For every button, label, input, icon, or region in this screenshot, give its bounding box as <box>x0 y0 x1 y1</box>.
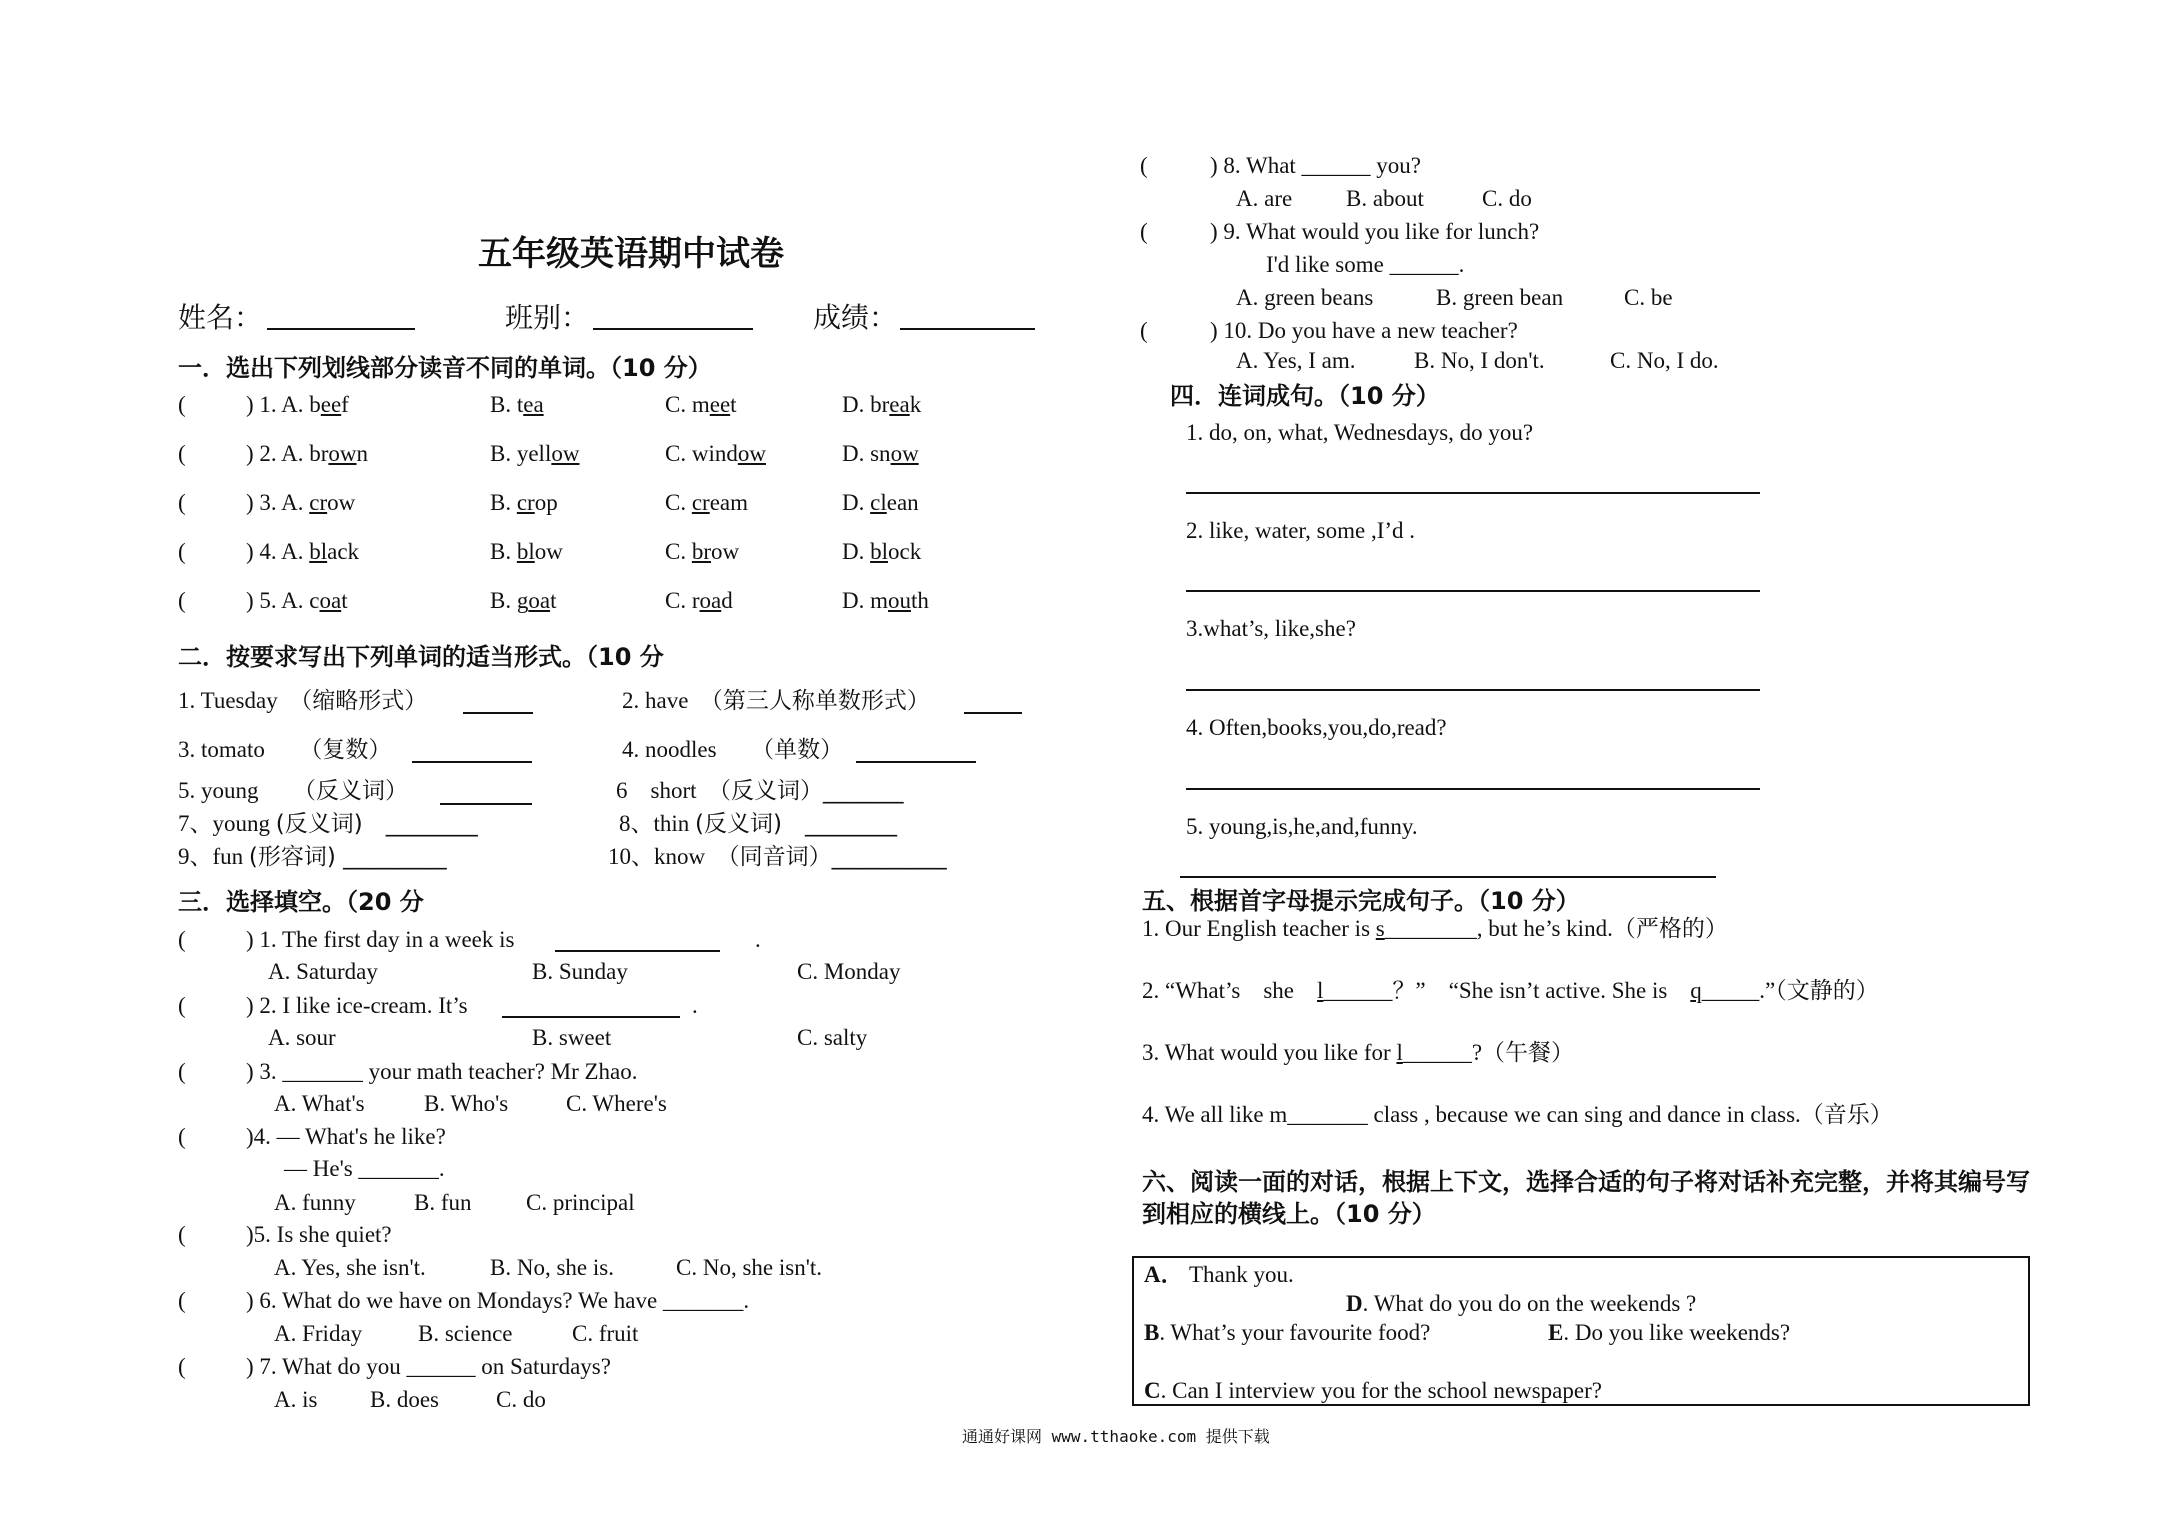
option-c-row[interactable]: C. Can I interview you for the school newspaper? <box>1144 1378 1602 1403</box>
score-blank[interactable] <box>900 328 1035 330</box>
sec3-q4: )4. — What's he like? <box>246 1124 446 1149</box>
sec3-q9: ) 9. What would you like for lunch? <box>1210 219 1540 244</box>
option-b[interactable]: B. yellow <box>490 441 580 466</box>
option-b[interactable]: B. tea <box>490 392 544 417</box>
sec2-item-2: 2. have （第三人称单数形式） <box>622 688 930 714</box>
sec3-q8: ) 8. What ______ you? <box>1210 153 1422 178</box>
period: . <box>755 927 761 952</box>
option-c[interactable]: C. cream <box>665 490 749 515</box>
option-b[interactable]: B. crop <box>490 490 558 515</box>
sec2-item-1: 1. Tuesday （缩略形式） <box>178 688 428 714</box>
sec3-q7: ) 7. What do you ______ on Saturdays? <box>246 1354 611 1379</box>
option-b[interactable]: B. No, I don't. <box>1414 348 1545 373</box>
sec2-item-8: 8、thin (反义词) ________ <box>619 811 897 837</box>
option-b[interactable]: B. science <box>418 1321 513 1346</box>
section-4-title: 四．连词成句。（10 分） <box>1170 382 1440 410</box>
answer-blank[interactable] <box>412 761 532 763</box>
sec4-item-3: 3.what’s, like,she? <box>1186 616 1356 641</box>
option-a[interactable]: A. Friday <box>274 1321 363 1346</box>
option-b[interactable]: B. fun <box>414 1190 472 1215</box>
option-c[interactable]: C. brow <box>665 539 740 564</box>
paren: ( <box>1140 153 1148 178</box>
option-b[interactable]: B. Who's <box>424 1091 509 1116</box>
option-a[interactable]: A. funny <box>274 1190 356 1215</box>
option-c[interactable]: C. Monday <box>797 959 901 984</box>
option-d[interactable]: D. block <box>842 539 922 564</box>
sec2-item-9: 9、fun (形容词) _________ <box>178 844 447 870</box>
paren: ( <box>178 1222 186 1247</box>
answer-line[interactable] <box>1186 590 1760 592</box>
option-b[interactable]: B. green bean <box>1436 285 1564 310</box>
option-b[interactable]: B. blow <box>490 539 563 564</box>
option-a[interactable]: A. green beans <box>1236 285 1374 310</box>
section-5-title: 五、根据首字母提示完成句子。（10 分） <box>1142 887 1580 915</box>
sec5-sentence-3: 3. What would you like for l______?（午餐） <box>1142 1040 1575 1065</box>
option-b[interactable]: B. sweet <box>532 1025 612 1050</box>
sec3-q5: )5. Is she quiet? <box>246 1222 392 1247</box>
option-b-row[interactable]: B. What’s your favourite food? <box>1144 1320 1431 1345</box>
option-c[interactable]: C. salty <box>797 1025 868 1050</box>
paren: ( <box>1140 219 1148 244</box>
option-c[interactable]: C. do <box>496 1387 546 1412</box>
option-c[interactable]: C. No, she isn't. <box>676 1255 822 1280</box>
option-a[interactable]: A. Saturday <box>268 959 378 984</box>
option-b[interactable]: B. goat <box>490 588 557 613</box>
answer-blank[interactable] <box>502 1016 680 1018</box>
sec2-item-5: 5. young （反义词） <box>178 778 408 804</box>
name-label: 姓名： <box>178 301 263 334</box>
paren: ( <box>178 1059 186 1084</box>
option-a-row[interactable]: A． Thank you. <box>1144 1262 1294 1287</box>
class-label: 班别： <box>505 301 590 334</box>
option-a[interactable]: A. What's <box>274 1091 365 1116</box>
option-d[interactable]: D. mouth <box>842 588 929 613</box>
paren: ( <box>178 927 186 952</box>
option-c[interactable]: C. fruit <box>572 1321 639 1346</box>
option-c[interactable]: C. window <box>665 441 766 466</box>
name-blank[interactable] <box>267 328 415 330</box>
score-label: 成绩： <box>813 301 898 334</box>
q-stem: ) 3. A. crow <box>246 490 356 515</box>
paren: ( <box>178 1288 186 1313</box>
period: . <box>692 993 698 1018</box>
sec3-q1: ) 1. The first day in a week is <box>246 927 515 952</box>
option-b[interactable]: B. about <box>1346 186 1424 211</box>
option-c[interactable]: C. Where's <box>566 1091 667 1116</box>
paren: ( <box>178 392 186 417</box>
sec5-sentence-2: 2. “What’s she l______？” “She isn’t active. She is q_____.”（文静的） <box>1142 978 1879 1003</box>
option-a[interactable]: A. Yes, I am. <box>1236 348 1356 373</box>
paren: ( <box>178 1124 186 1149</box>
answer-blank[interactable] <box>856 761 976 763</box>
option-d[interactable]: D. break <box>842 392 922 417</box>
sec2-item-10: 10、know （同音词）__________ <box>608 844 947 870</box>
answer-line[interactable] <box>1186 689 1760 691</box>
paren: ( <box>1140 318 1148 343</box>
answer-line[interactable] <box>1186 788 1760 790</box>
sec3-q10: ) 10. Do you have a new teacher? <box>1210 318 1518 343</box>
sec3-q3: ) 3. _______ your math teacher? Mr Zhao. <box>246 1059 638 1084</box>
option-c[interactable]: C. road <box>665 588 733 613</box>
option-d[interactable]: D. snow <box>842 441 919 466</box>
option-a[interactable]: A. Yes, she isn't. <box>274 1255 426 1280</box>
sec3-q2: ) 2. I like ice-cream. It’s <box>246 993 468 1018</box>
q-stem: ) 5. A. coat <box>246 588 348 613</box>
option-a[interactable]: A. sour <box>268 1025 336 1050</box>
sec2-item-3: 3. tomato （复数） <box>178 737 392 763</box>
paren: ( <box>178 441 186 466</box>
footer-credit: 通通好课网 www.tthaoke.com 提供下载 <box>962 1427 1270 1446</box>
option-a[interactable]: A. are <box>1236 186 1293 211</box>
option-a[interactable]: A. is <box>274 1387 318 1412</box>
section-2-title: 二．按要求写出下列单词的适当形式。（10 分 <box>178 643 664 671</box>
section-6-title-line1: 六、阅读一面的对话，根据上下文，选择合适的句子将对话补充完整，并将其编号写 <box>1142 1168 2030 1196</box>
paren: ( <box>178 588 186 613</box>
option-c[interactable]: C. be <box>1624 285 1673 310</box>
sec3-q9-sub: I'd like some ______. <box>1266 252 1465 277</box>
option-d-row[interactable]: D. What do you do on the weekends ? <box>1346 1291 1697 1316</box>
sec2-item-6: 6 short （反义词）_______ <box>616 778 904 804</box>
page-title: 五年级英语期中试卷 <box>478 234 784 274</box>
option-c[interactable]: C. No, I do. <box>1610 348 1719 373</box>
class-blank[interactable] <box>593 328 753 330</box>
answer-blank[interactable] <box>555 950 720 952</box>
paren: ( <box>178 490 186 515</box>
q-stem: ) 4. A. black <box>246 539 360 564</box>
sec4-item-4: 4. Often,books,you,do,read? <box>1186 715 1447 740</box>
option-c[interactable]: C. do <box>1482 186 1532 211</box>
sec2-item-7: 7、young (反义词) ________ <box>178 811 478 837</box>
q-stem: ) 1. A. beef <box>246 392 349 417</box>
sec4-item-2: 2. like, water, some ,I’d . <box>1186 518 1416 543</box>
paren: ( <box>178 539 186 564</box>
option-c[interactable]: C. principal <box>526 1190 635 1215</box>
sec4-item-5: 5. young,is,he,and,funny. <box>1186 814 1418 839</box>
sec3-q6: ) 6. What do we have on Mondays? We have _______. <box>246 1288 750 1313</box>
option-b[interactable]: B. Sunday <box>532 959 628 984</box>
answer-line[interactable] <box>1180 876 1716 878</box>
section-6-title-line2: 到相应的横线上。（10 分） <box>1142 1200 1436 1228</box>
option-d[interactable]: D. clean <box>842 490 919 515</box>
answer-blank[interactable] <box>440 803 532 805</box>
option-c[interactable]: C. meet <box>665 392 737 417</box>
paren: ( <box>178 1354 186 1379</box>
answer-line[interactable] <box>1186 492 1760 494</box>
sec3-q4-sub: — He's _______. <box>284 1156 445 1181</box>
sec5-sentence-4: 4. We all like m_______ class , because we can sing and dance in class.（音乐） <box>1142 1102 1893 1127</box>
option-b[interactable]: B. No, she is. <box>490 1255 614 1280</box>
section-1-title: 一．选出下列划线部分读音不同的单词。（10 分） <box>178 354 712 382</box>
answer-blank[interactable] <box>964 712 1022 714</box>
paren: ( <box>178 993 186 1018</box>
sec4-item-1: 1. do, on, what, Wednesdays, do you? <box>1186 420 1534 445</box>
option-e-row[interactable]: E. Do you like weekends? <box>1548 1320 1791 1345</box>
answer-blank[interactable] <box>463 712 533 714</box>
option-b[interactable]: B. does <box>370 1387 439 1412</box>
sec2-item-4: 4. noodles （单数） <box>622 737 844 763</box>
section-3-title: 三．选择填空。（20 分 <box>178 888 424 916</box>
sec5-sentence-1: 1. Our English teacher is s________, but he’s kind.（严格的） <box>1142 916 1728 941</box>
q-stem: ) 2. A. brown <box>246 441 369 466</box>
